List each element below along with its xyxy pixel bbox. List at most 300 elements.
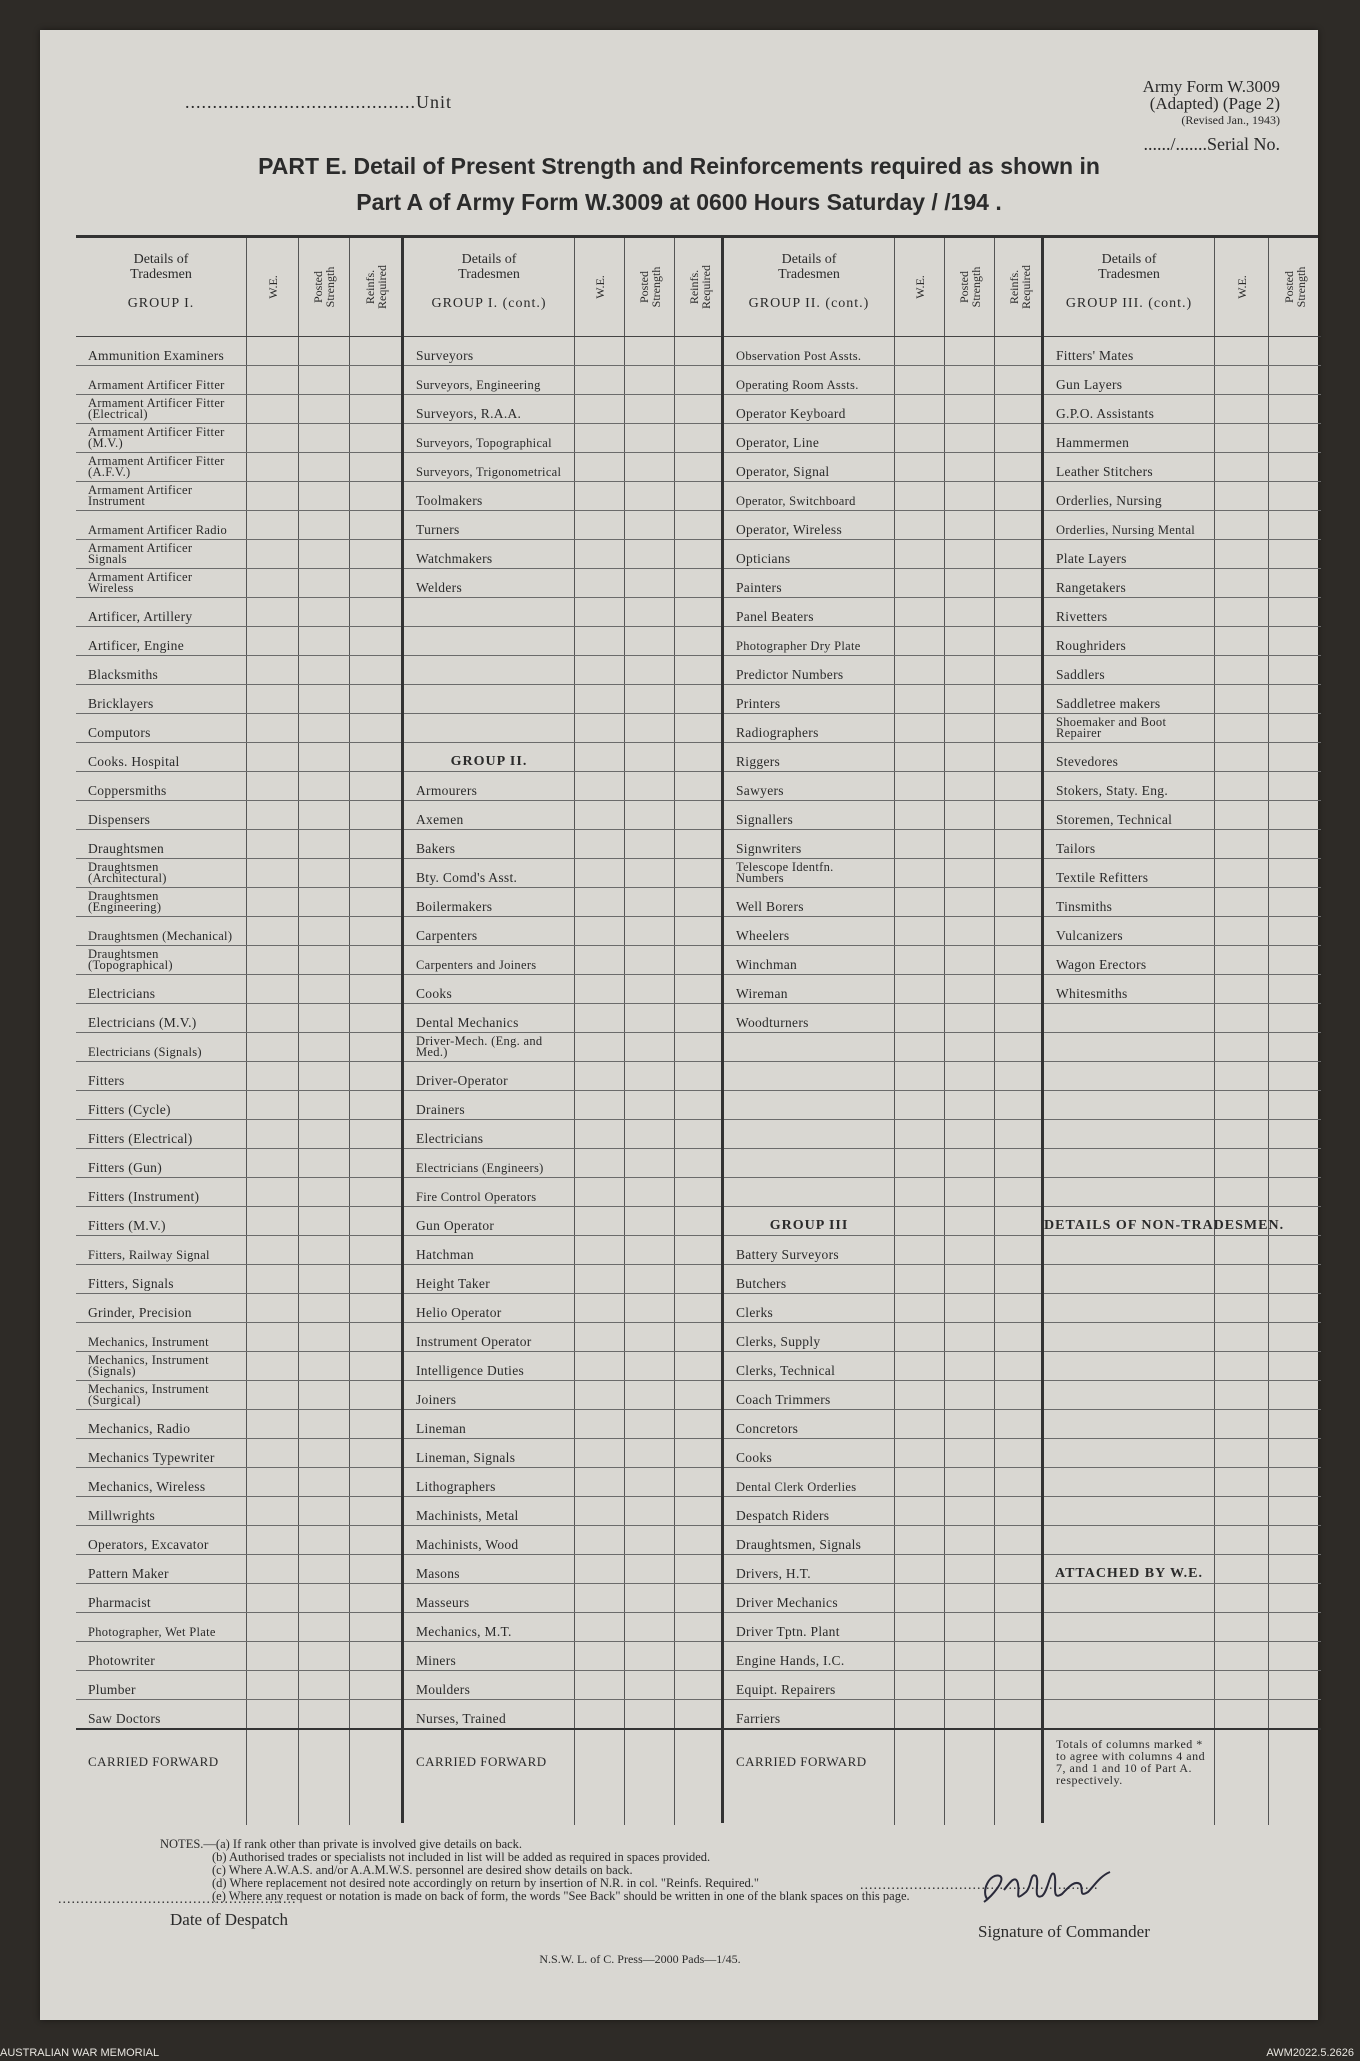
posted-entry-cell[interactable] (1268, 1293, 1322, 1323)
we-entry-cell[interactable] (246, 1351, 298, 1381)
we-entry-cell[interactable] (1214, 626, 1268, 656)
we-entry-cell[interactable] (1214, 655, 1268, 685)
we-entry-cell[interactable] (894, 1177, 944, 1207)
posted-entry-cell[interactable] (1268, 597, 1322, 627)
we-entry-cell[interactable] (246, 626, 298, 656)
reinfs-entry-cell[interactable] (349, 945, 401, 975)
we-entry-cell[interactable] (1214, 916, 1268, 946)
we-entry-cell[interactable] (574, 1670, 624, 1700)
posted-entry-cell[interactable] (298, 655, 350, 685)
posted-entry-cell[interactable] (298, 568, 350, 598)
posted-entry-cell[interactable] (624, 1612, 674, 1642)
reinfs-entry-cell[interactable] (349, 1583, 401, 1613)
reinfs-entry-cell[interactable] (349, 1525, 401, 1555)
posted-entry-cell[interactable] (944, 336, 994, 366)
posted-entry-cell[interactable] (298, 1148, 350, 1178)
we-entry-cell[interactable] (574, 1583, 624, 1613)
reinfs-entry-cell[interactable] (674, 858, 724, 888)
we-entry-cell[interactable] (1214, 1090, 1268, 1120)
we-entry-cell[interactable] (894, 974, 944, 1004)
reinfs-entry-cell[interactable] (349, 1061, 401, 1091)
we-entry-cell[interactable] (894, 1293, 944, 1323)
we-entry-cell[interactable] (894, 1554, 944, 1584)
posted-entry-cell[interactable] (944, 394, 994, 424)
we-entry-cell[interactable] (1214, 1293, 1268, 1323)
posted-entry-cell[interactable] (1268, 1409, 1322, 1439)
we-entry-cell[interactable] (1214, 1438, 1268, 1468)
reinfs-entry-cell[interactable] (674, 510, 724, 540)
posted-entry-cell[interactable] (1268, 365, 1322, 395)
posted-entry-cell[interactable] (944, 1554, 994, 1584)
we-entry-cell[interactable] (1214, 887, 1268, 917)
posted-entry-cell[interactable] (1268, 1061, 1322, 1091)
we-entry-cell[interactable] (574, 684, 624, 714)
we-entry-cell[interactable] (1214, 1177, 1268, 1207)
reinfs-entry-cell[interactable] (994, 1525, 1044, 1555)
posted-entry-cell[interactable] (1268, 1322, 1322, 1352)
posted-entry-cell[interactable] (624, 742, 674, 772)
reinfs-entry-cell[interactable] (349, 1467, 401, 1497)
we-entry-cell[interactable] (894, 655, 944, 685)
we-entry-cell[interactable] (574, 1061, 624, 1091)
we-entry-cell[interactable] (894, 1090, 944, 1120)
posted-entry-cell[interactable] (624, 1409, 674, 1439)
reinfs-entry-cell[interactable] (994, 539, 1044, 569)
we-entry-cell[interactable] (246, 1467, 298, 1497)
we-entry-cell[interactable] (894, 1612, 944, 1642)
reinfs-entry-cell[interactable] (349, 1496, 401, 1526)
posted-entry-cell[interactable] (944, 858, 994, 888)
reinfs-entry-cell[interactable] (994, 1496, 1044, 1526)
posted-entry-cell[interactable] (624, 1235, 674, 1265)
reinfs-entry-cell[interactable] (349, 336, 401, 366)
we-entry-cell[interactable] (246, 974, 298, 1004)
posted-entry-cell[interactable] (298, 365, 350, 395)
posted-entry-cell[interactable] (624, 1467, 674, 1497)
posted-entry-cell[interactable] (624, 1119, 674, 1149)
we-entry-cell[interactable] (894, 1061, 944, 1091)
posted-entry-cell[interactable] (298, 800, 350, 830)
reinfs-entry-cell[interactable] (994, 858, 1044, 888)
reinfs-entry-cell[interactable] (674, 1612, 724, 1642)
we-entry-cell[interactable] (894, 858, 944, 888)
we-entry-cell[interactable] (246, 1670, 298, 1700)
reinfs-entry-cell[interactable] (994, 800, 1044, 830)
posted-entry-cell[interactable] (298, 1699, 350, 1729)
we-entry-cell[interactable] (894, 1699, 944, 1729)
reinfs-entry-cell[interactable] (674, 1351, 724, 1381)
we-entry-cell[interactable] (1214, 1525, 1268, 1555)
we-entry-cell[interactable] (246, 510, 298, 540)
posted-entry-cell[interactable] (944, 1409, 994, 1439)
we-entry-cell[interactable] (574, 1525, 624, 1555)
reinfs-entry-cell[interactable] (674, 1525, 724, 1555)
we-entry-cell[interactable] (246, 858, 298, 888)
we-entry-cell[interactable] (574, 655, 624, 685)
reinfs-entry-cell[interactable] (349, 1554, 401, 1584)
posted-entry-cell[interactable] (624, 974, 674, 1004)
posted-entry-cell[interactable] (944, 597, 994, 627)
reinfs-entry-cell[interactable] (994, 1119, 1044, 1149)
reinfs-entry-cell[interactable] (994, 916, 1044, 946)
we-entry-cell[interactable] (246, 713, 298, 743)
posted-entry-cell[interactable] (298, 887, 350, 917)
posted-entry-cell[interactable] (298, 1670, 350, 1700)
posted-entry-cell[interactable] (298, 1264, 350, 1294)
reinfs-entry-cell[interactable] (994, 974, 1044, 1004)
we-entry-cell[interactable] (894, 1583, 944, 1613)
reinfs-entry-cell[interactable] (674, 1090, 724, 1120)
reinfs-entry-cell[interactable] (994, 1235, 1044, 1265)
posted-entry-cell[interactable] (298, 597, 350, 627)
posted-entry-cell[interactable] (944, 1003, 994, 1033)
reinfs-entry-cell[interactable] (674, 1206, 724, 1236)
we-entry-cell[interactable] (894, 1003, 944, 1033)
reinfs-entry-cell[interactable] (994, 1177, 1044, 1207)
reinfs-entry-cell[interactable] (994, 336, 1044, 366)
reinfs-entry-cell[interactable] (349, 684, 401, 714)
reinfs-entry-cell[interactable] (349, 858, 401, 888)
we-entry-cell[interactable] (246, 1235, 298, 1265)
reinfs-entry-cell[interactable] (674, 1119, 724, 1149)
posted-entry-cell[interactable] (944, 626, 994, 656)
posted-entry-cell[interactable] (1268, 684, 1322, 714)
reinfs-entry-cell[interactable] (674, 1409, 724, 1439)
posted-entry-cell[interactable] (624, 1641, 674, 1671)
we-entry-cell[interactable] (246, 1264, 298, 1294)
posted-entry-cell[interactable] (298, 452, 350, 482)
posted-entry-cell[interactable] (1268, 1351, 1322, 1381)
reinfs-entry-cell[interactable] (674, 887, 724, 917)
posted-entry-cell[interactable] (1268, 626, 1322, 656)
reinfs-entry-cell[interactable] (994, 1351, 1044, 1381)
reinfs-entry-cell[interactable] (994, 394, 1044, 424)
we-entry-cell[interactable] (246, 742, 298, 772)
posted-entry-cell[interactable] (1268, 916, 1322, 946)
we-entry-cell[interactable] (894, 1351, 944, 1381)
we-entry-cell[interactable] (894, 829, 944, 859)
we-entry-cell[interactable] (894, 1467, 944, 1497)
posted-entry-cell[interactable] (624, 829, 674, 859)
we-entry-cell[interactable] (1214, 1322, 1268, 1352)
reinfs-entry-cell[interactable] (674, 771, 724, 801)
reinfs-entry-cell[interactable] (674, 1438, 724, 1468)
we-entry-cell[interactable] (894, 916, 944, 946)
posted-entry-cell[interactable] (624, 684, 674, 714)
posted-entry-cell[interactable] (298, 1467, 350, 1497)
we-entry-cell[interactable] (246, 1177, 298, 1207)
posted-entry-cell[interactable] (944, 1583, 994, 1613)
reinfs-entry-cell[interactable] (994, 1641, 1044, 1671)
posted-entry-cell[interactable] (298, 1032, 350, 1062)
posted-entry-cell[interactable] (624, 626, 674, 656)
reinfs-entry-cell[interactable] (674, 394, 724, 424)
posted-entry-cell[interactable] (1268, 336, 1322, 366)
reinfs-entry-cell[interactable] (349, 887, 401, 917)
reinfs-entry-cell[interactable] (994, 655, 1044, 685)
reinfs-entry-cell[interactable] (349, 1322, 401, 1352)
posted-entry-cell[interactable] (298, 336, 350, 366)
we-entry-cell[interactable] (246, 1583, 298, 1613)
posted-entry-cell[interactable] (1268, 1264, 1322, 1294)
we-entry-cell[interactable] (894, 510, 944, 540)
posted-entry-cell[interactable] (944, 423, 994, 453)
posted-entry-cell[interactable] (624, 423, 674, 453)
posted-entry-cell[interactable] (1268, 539, 1322, 569)
we-entry-cell[interactable] (574, 626, 624, 656)
posted-entry-cell[interactable] (624, 1525, 674, 1555)
reinfs-entry-cell[interactable] (349, 568, 401, 598)
reinfs-entry-cell[interactable] (349, 423, 401, 453)
we-entry-cell[interactable] (574, 1322, 624, 1352)
reinfs-entry-cell[interactable] (349, 626, 401, 656)
we-entry-cell[interactable] (246, 423, 298, 453)
we-entry-cell[interactable] (246, 945, 298, 975)
we-entry-cell[interactable] (894, 742, 944, 772)
we-entry-cell[interactable] (574, 771, 624, 801)
we-entry-cell[interactable] (574, 1409, 624, 1439)
we-entry-cell[interactable] (1214, 597, 1268, 627)
reinfs-entry-cell[interactable] (349, 829, 401, 859)
we-entry-cell[interactable] (1214, 829, 1268, 859)
we-entry-cell[interactable] (894, 771, 944, 801)
reinfs-entry-cell[interactable] (349, 771, 401, 801)
reinfs-entry-cell[interactable] (349, 1380, 401, 1410)
we-entry-cell[interactable] (246, 1148, 298, 1178)
posted-entry-cell[interactable] (298, 742, 350, 772)
reinfs-entry-cell[interactable] (674, 1554, 724, 1584)
posted-entry-cell[interactable] (944, 1438, 994, 1468)
carried-forward-cell[interactable] (994, 1730, 1045, 1825)
reinfs-entry-cell[interactable] (349, 1148, 401, 1178)
posted-entry-cell[interactable] (1268, 655, 1322, 685)
reinfs-entry-cell[interactable] (674, 684, 724, 714)
posted-entry-cell[interactable] (624, 1061, 674, 1091)
reinfs-entry-cell[interactable] (674, 1583, 724, 1613)
posted-entry-cell[interactable] (624, 655, 674, 685)
posted-entry-cell[interactable] (944, 1670, 994, 1700)
posted-entry-cell[interactable] (944, 916, 994, 946)
we-entry-cell[interactable] (1214, 945, 1268, 975)
reinfs-entry-cell[interactable] (349, 365, 401, 395)
posted-entry-cell[interactable] (1268, 771, 1322, 801)
we-entry-cell[interactable] (894, 452, 944, 482)
we-entry-cell[interactable] (894, 597, 944, 627)
we-entry-cell[interactable] (574, 452, 624, 482)
we-entry-cell[interactable] (574, 1235, 624, 1265)
reinfs-entry-cell[interactable] (674, 1264, 724, 1294)
reinfs-entry-cell[interactable] (994, 945, 1044, 975)
posted-entry-cell[interactable] (624, 1380, 674, 1410)
we-entry-cell[interactable] (894, 800, 944, 830)
posted-entry-cell[interactable] (298, 1293, 350, 1323)
we-entry-cell[interactable] (894, 1264, 944, 1294)
posted-entry-cell[interactable] (944, 1293, 994, 1323)
we-entry-cell[interactable] (574, 1554, 624, 1584)
we-entry-cell[interactable] (246, 336, 298, 366)
we-entry-cell[interactable] (1214, 684, 1268, 714)
reinfs-entry-cell[interactable] (349, 1003, 401, 1033)
posted-entry-cell[interactable] (624, 365, 674, 395)
posted-entry-cell[interactable] (298, 1583, 350, 1613)
reinfs-entry-cell[interactable] (994, 1003, 1044, 1033)
we-entry-cell[interactable] (1214, 1235, 1268, 1265)
posted-entry-cell[interactable] (944, 1061, 994, 1091)
posted-entry-cell[interactable] (298, 1525, 350, 1555)
we-entry-cell[interactable] (246, 1409, 298, 1439)
we-entry-cell[interactable] (894, 1148, 944, 1178)
we-entry-cell[interactable] (574, 1032, 624, 1062)
carried-forward-cell[interactable] (246, 1730, 299, 1825)
posted-entry-cell[interactable] (298, 916, 350, 946)
we-entry-cell[interactable] (574, 1380, 624, 1410)
reinfs-entry-cell[interactable] (674, 1699, 724, 1729)
reinfs-entry-cell[interactable] (674, 945, 724, 975)
posted-entry-cell[interactable] (298, 423, 350, 453)
reinfs-entry-cell[interactable] (349, 800, 401, 830)
posted-entry-cell[interactable] (1268, 1032, 1322, 1062)
reinfs-entry-cell[interactable] (674, 1293, 724, 1323)
posted-entry-cell[interactable] (944, 1641, 994, 1671)
posted-entry-cell[interactable] (944, 1467, 994, 1497)
reinfs-entry-cell[interactable] (349, 597, 401, 627)
we-entry-cell[interactable] (246, 1438, 298, 1468)
posted-entry-cell[interactable] (1268, 1699, 1322, 1729)
posted-entry-cell[interactable] (1268, 713, 1322, 743)
posted-entry-cell[interactable] (944, 1322, 994, 1352)
reinfs-entry-cell[interactable] (674, 597, 724, 627)
posted-entry-cell[interactable] (298, 1003, 350, 1033)
reinfs-entry-cell[interactable] (994, 568, 1044, 598)
posted-entry-cell[interactable] (298, 945, 350, 975)
we-entry-cell[interactable] (894, 1409, 944, 1439)
posted-entry-cell[interactable] (298, 771, 350, 801)
we-entry-cell[interactable] (574, 1177, 624, 1207)
reinfs-entry-cell[interactable] (674, 423, 724, 453)
posted-entry-cell[interactable] (624, 394, 674, 424)
we-entry-cell[interactable] (1214, 742, 1268, 772)
posted-entry-cell[interactable] (298, 1554, 350, 1584)
posted-entry-cell[interactable] (624, 1322, 674, 1352)
we-entry-cell[interactable] (1214, 1206, 1268, 1236)
we-entry-cell[interactable] (1214, 1467, 1268, 1497)
posted-entry-cell[interactable] (1268, 974, 1322, 1004)
posted-entry-cell[interactable] (944, 742, 994, 772)
posted-entry-cell[interactable] (624, 1148, 674, 1178)
posted-entry-cell[interactable] (944, 887, 994, 917)
we-entry-cell[interactable] (1214, 1641, 1268, 1671)
reinfs-entry-cell[interactable] (674, 1670, 724, 1700)
we-entry-cell[interactable] (246, 1090, 298, 1120)
reinfs-entry-cell[interactable] (349, 1409, 401, 1439)
posted-entry-cell[interactable] (298, 1119, 350, 1149)
reinfs-entry-cell[interactable] (349, 1351, 401, 1381)
we-entry-cell[interactable] (574, 394, 624, 424)
we-entry-cell[interactable] (574, 800, 624, 830)
we-entry-cell[interactable] (246, 887, 298, 917)
we-entry-cell[interactable] (1214, 858, 1268, 888)
we-entry-cell[interactable] (1214, 452, 1268, 482)
reinfs-entry-cell[interactable] (674, 1061, 724, 1091)
posted-entry-cell[interactable] (298, 858, 350, 888)
we-entry-cell[interactable] (574, 481, 624, 511)
carried-forward-cell[interactable] (944, 1730, 995, 1825)
we-entry-cell[interactable] (1214, 1699, 1268, 1729)
posted-entry-cell[interactable] (1268, 1612, 1322, 1642)
reinfs-entry-cell[interactable] (674, 452, 724, 482)
reinfs-entry-cell[interactable] (994, 365, 1044, 395)
we-entry-cell[interactable] (574, 1496, 624, 1526)
posted-entry-cell[interactable] (624, 916, 674, 946)
posted-entry-cell[interactable] (624, 858, 674, 888)
posted-entry-cell[interactable] (944, 1612, 994, 1642)
reinfs-entry-cell[interactable] (994, 1699, 1044, 1729)
we-entry-cell[interactable] (1214, 336, 1268, 366)
posted-entry-cell[interactable] (1268, 1148, 1322, 1178)
reinfs-entry-cell[interactable] (994, 452, 1044, 482)
reinfs-entry-cell[interactable] (349, 713, 401, 743)
we-entry-cell[interactable] (246, 394, 298, 424)
posted-entry-cell[interactable] (298, 1612, 350, 1642)
reinfs-entry-cell[interactable] (994, 1670, 1044, 1700)
we-entry-cell[interactable] (894, 945, 944, 975)
posted-entry-cell[interactable] (944, 945, 994, 975)
posted-entry-cell[interactable] (624, 336, 674, 366)
we-entry-cell[interactable] (574, 713, 624, 743)
reinfs-entry-cell[interactable] (994, 510, 1044, 540)
posted-entry-cell[interactable] (944, 452, 994, 482)
we-entry-cell[interactable] (1214, 568, 1268, 598)
reinfs-entry-cell[interactable] (674, 568, 724, 598)
we-entry-cell[interactable] (574, 1003, 624, 1033)
we-entry-cell[interactable] (246, 452, 298, 482)
we-entry-cell[interactable] (894, 1525, 944, 1555)
posted-entry-cell[interactable] (1268, 742, 1322, 772)
we-entry-cell[interactable] (1214, 1583, 1268, 1613)
posted-entry-cell[interactable] (624, 1177, 674, 1207)
posted-entry-cell[interactable] (1268, 1438, 1322, 1468)
we-entry-cell[interactable] (1214, 800, 1268, 830)
reinfs-entry-cell[interactable] (994, 887, 1044, 917)
we-entry-cell[interactable] (1214, 771, 1268, 801)
we-entry-cell[interactable] (574, 1293, 624, 1323)
reinfs-entry-cell[interactable] (674, 1148, 724, 1178)
posted-entry-cell[interactable] (1268, 510, 1322, 540)
we-entry-cell[interactable] (574, 1699, 624, 1729)
we-entry-cell[interactable] (1214, 1032, 1268, 1062)
reinfs-entry-cell[interactable] (674, 916, 724, 946)
we-entry-cell[interactable] (246, 1003, 298, 1033)
we-entry-cell[interactable] (894, 626, 944, 656)
reinfs-entry-cell[interactable] (349, 539, 401, 569)
reinfs-entry-cell[interactable] (994, 1583, 1044, 1613)
posted-entry-cell[interactable] (1268, 1525, 1322, 1555)
carried-forward-cell[interactable] (298, 1730, 351, 1825)
reinfs-entry-cell[interactable] (349, 1264, 401, 1294)
posted-entry-cell[interactable] (298, 829, 350, 859)
reinfs-entry-cell[interactable] (349, 510, 401, 540)
posted-entry-cell[interactable] (1268, 394, 1322, 424)
reinfs-entry-cell[interactable] (674, 336, 724, 366)
we-entry-cell[interactable] (246, 539, 298, 569)
posted-entry-cell[interactable] (624, 568, 674, 598)
posted-entry-cell[interactable] (298, 1206, 350, 1236)
we-entry-cell[interactable] (894, 365, 944, 395)
we-entry-cell[interactable] (574, 974, 624, 1004)
we-entry-cell[interactable] (574, 1264, 624, 1294)
posted-entry-cell[interactable] (298, 626, 350, 656)
posted-entry-cell[interactable] (298, 1496, 350, 1526)
